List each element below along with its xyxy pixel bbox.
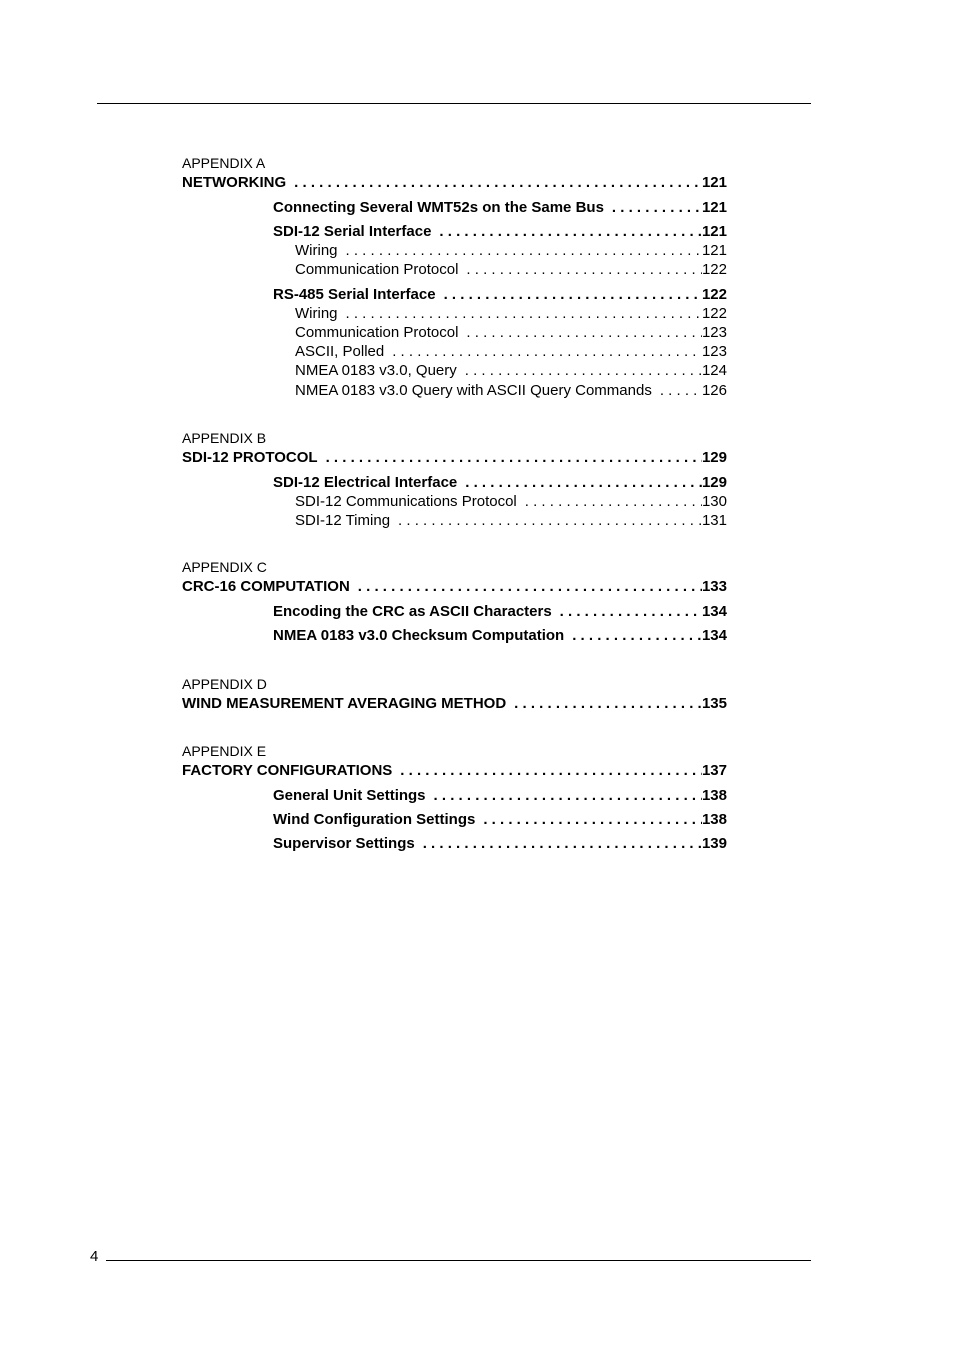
dot-leader — [346, 305, 702, 323]
toc-section-entry-page: 138 — [701, 811, 727, 828]
toc-section-entry-title: Wind Configuration Settings — [273, 811, 476, 828]
toc-subsection-entry-title: SDI-12 Communications Protocol — [295, 493, 517, 511]
toc-appendix-entry-page: 129 — [701, 449, 727, 466]
dot-leader — [465, 474, 702, 492]
toc-appendix-entry-title: FACTORY CONFIGURATIONS — [182, 762, 393, 779]
toc-section-entry-title: Encoding the CRC as ASCII Characters — [273, 603, 552, 620]
toc-subsection-entry-page: 124 — [701, 362, 727, 380]
toc-subsection-entry-page: 130 — [701, 493, 727, 511]
dot-leader — [444, 286, 702, 304]
toc-subsection-entry-title: Communication Protocol — [295, 261, 459, 279]
toc-section-entry[interactable] — [273, 787, 727, 805]
toc-appendix-entry[interactable] — [182, 762, 727, 780]
toc-subsection-entry-page: 122 — [701, 261, 727, 279]
toc-section-entry-page: 122 — [701, 285, 727, 303]
toc-appendix-entry[interactable] — [182, 578, 727, 596]
dot-leader — [525, 493, 702, 511]
dot-leader — [358, 578, 702, 596]
dot-leader — [294, 174, 702, 192]
toc-subsection-entry-page: 126 — [701, 381, 727, 399]
toc-section-entry-title: RS-485 Serial Interface — [273, 285, 436, 303]
dot-leader — [439, 223, 702, 241]
toc-subsection-entry-page: 131 — [701, 512, 727, 530]
toc-section-entry-title: General Unit Settings — [273, 787, 426, 804]
toc-subsection-entry-title: Wiring — [295, 242, 338, 260]
toc-section-entry-title: SDI-12 Electrical Interface — [273, 474, 458, 491]
toc-subsection-entry-page: 122 — [701, 304, 727, 322]
toc-subsection-entry[interactable] — [295, 512, 727, 530]
toc-section-entry-page: 139 — [701, 835, 727, 852]
toc-section-entry-title: SDI-12 Serial Interface — [273, 223, 432, 240]
dot-leader — [434, 787, 702, 805]
dot-leader — [612, 199, 702, 217]
dot-leader — [514, 695, 702, 713]
toc-section-entry[interactable] — [273, 286, 727, 304]
toc-appendix-entry-title: WIND MEASUREMENT AVERAGING METHOD — [182, 695, 507, 712]
appendix-label: APPENDIX B — [182, 430, 267, 446]
dot-leader — [572, 627, 702, 645]
toc-appendix-entry-title: SDI-12 PROTOCOL — [182, 449, 318, 466]
dot-leader — [466, 261, 702, 279]
dot-leader — [483, 811, 702, 829]
toc-section-entry[interactable] — [273, 223, 727, 241]
dot-leader — [423, 835, 702, 853]
toc-section-entry-page: 134 — [701, 627, 727, 644]
toc-section-entry-page: 138 — [701, 787, 727, 804]
dot-leader — [398, 512, 702, 530]
dot-leader — [326, 449, 702, 467]
toc-subsection-entry[interactable] — [295, 242, 727, 260]
appendix-label: APPENDIX C — [182, 559, 267, 575]
toc-section-entry[interactable] — [273, 627, 727, 645]
toc-subsection-entry-title: Communication Protocol — [295, 324, 459, 341]
appendix-label: APPENDIX E — [182, 743, 267, 759]
toc-subsection-entry[interactable] — [295, 261, 727, 279]
appendix-label: APPENDIX A — [182, 155, 266, 171]
toc-subsection-entry-title: Wiring — [295, 304, 338, 322]
toc-appendix-entry[interactable] — [182, 695, 727, 713]
toc-section-entry[interactable] — [273, 835, 727, 853]
toc-section-entry-page: 121 — [701, 223, 727, 240]
toc-appendix-entry-page: 135 — [701, 695, 727, 712]
toc-subsection-entry-page: 123 — [701, 343, 727, 361]
dot-leader — [392, 343, 702, 361]
toc-section-entry-page: 121 — [701, 199, 727, 216]
toc-subsection-entry-title: NMEA 0183 v3.0, Query — [295, 362, 457, 380]
dot-leader — [400, 762, 702, 780]
footer-rule — [106, 1260, 811, 1261]
toc-section-entry-title: Connecting Several WMT52s on the Same Bus — [273, 199, 604, 216]
toc-subsection-entry[interactable] — [295, 343, 727, 361]
toc-appendix-entry-page: 121 — [701, 174, 727, 191]
toc-appendix-entry[interactable] — [182, 174, 727, 192]
toc-appendix-entry-title: NETWORKING — [182, 174, 287, 191]
toc-subsection-entry[interactable] — [295, 362, 727, 380]
header-rule — [97, 103, 811, 104]
toc-subsection-entry-title: NMEA 0183 v3.0 Query with ASCII Query Commands — [295, 381, 652, 399]
toc-subsection-entry[interactable] — [295, 382, 727, 400]
dot-leader — [660, 382, 702, 400]
toc-subsection-entry-page: 123 — [701, 324, 727, 341]
toc-subsection-entry-page: 121 — [701, 242, 727, 260]
toc-subsection-entry[interactable] — [295, 324, 727, 342]
toc-section-entry-page: 129 — [701, 474, 727, 491]
toc-section-entry-title: Supervisor Settings — [273, 835, 415, 852]
dot-leader — [465, 362, 702, 380]
page-footer — [90, 1244, 811, 1264]
dot-leader — [560, 603, 702, 621]
toc-appendix-entry-page: 137 — [701, 762, 727, 779]
toc-section-entry-page: 134 — [701, 603, 727, 620]
toc-appendix-entry[interactable] — [182, 449, 727, 467]
toc-appendix-entry-title: CRC-16 COMPUTATION — [182, 578, 350, 595]
page-number: 4 — [90, 1248, 99, 1265]
toc-subsection-entry-title: ASCII, Polled — [295, 343, 385, 361]
toc-section-entry-title: NMEA 0183 v3.0 Checksum Computation — [273, 627, 565, 644]
toc-section-entry[interactable] — [273, 811, 727, 829]
toc-section-entry[interactable] — [273, 603, 727, 621]
toc-subsection-entry[interactable] — [295, 305, 727, 323]
toc-subsection-entry[interactable] — [295, 493, 727, 511]
dot-leader — [346, 242, 702, 260]
toc-appendix-entry-page: 133 — [701, 578, 727, 595]
appendix-label: APPENDIX D — [182, 676, 267, 692]
toc-section-entry[interactable] — [273, 474, 727, 492]
toc-subsection-entry-title: SDI-12 Timing — [295, 512, 391, 530]
toc-section-entry[interactable] — [273, 199, 727, 217]
dot-leader — [466, 324, 702, 342]
